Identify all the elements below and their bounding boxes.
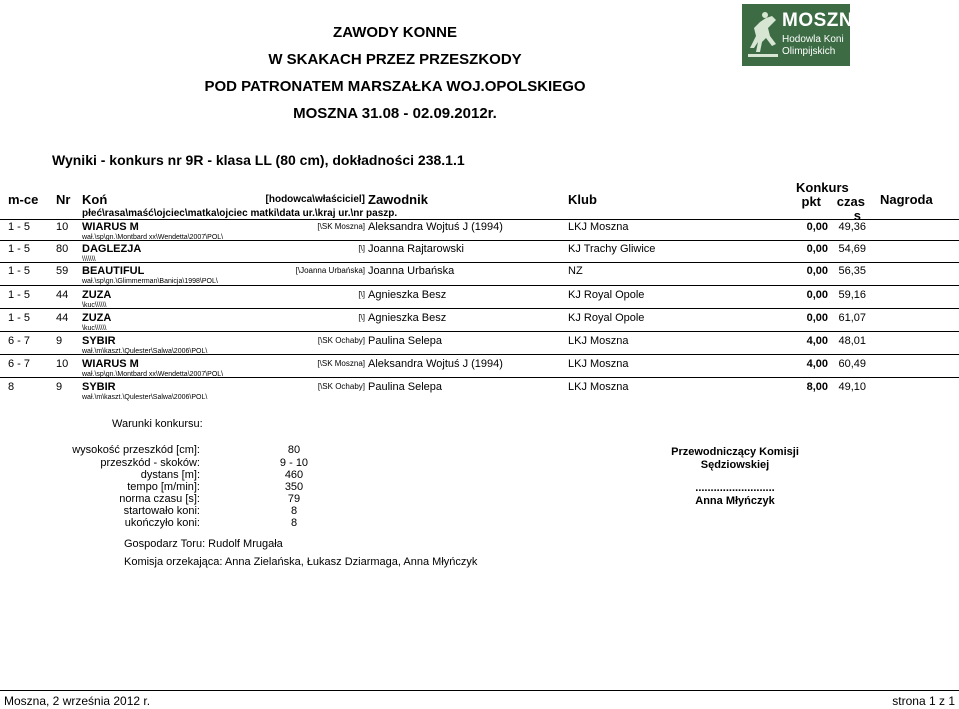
row-rider: Joanna Rajtarowski (368, 243, 464, 255)
col-competition: Konkurs (796, 180, 849, 195)
row-horse: WIARUS M (82, 358, 139, 370)
row-rider: Paulina Selepa (368, 381, 443, 393)
row-pkt: 4,00 (806, 358, 828, 370)
row-divider (0, 262, 959, 263)
row-pkt: 0,00 (806, 243, 828, 255)
row-owner: [\SK Ochaby] (317, 382, 365, 391)
row-place: 6 - 7 (8, 358, 31, 370)
row-nr: 44 (56, 312, 69, 324)
row-czas: 60,49 (838, 358, 866, 370)
horse-jumping-icon (746, 8, 780, 62)
condition-value: 79 (287, 493, 301, 505)
row-horse-detail: wał.\m\kaszt.\Qulester\Salwa\2006\POL\ (82, 394, 208, 401)
row-horse: ZUZA (82, 289, 112, 301)
col-horse-detail: płeć\rasa\maść\ojciec\matka\ojciec matki\data ur.\kraj ur.\nr paszp. (82, 208, 398, 219)
row-nr: 44 (56, 289, 69, 301)
row-place: 1 - 5 (8, 221, 31, 233)
condition-label: startowało koni: (123, 505, 200, 517)
condition-value: 8 (290, 505, 298, 517)
row-horse: BEAUTIFUL (82, 265, 145, 277)
judging-commission: Komisja orzekająca: Anna Zielańska, Łukasz Dziarmaga, Anna Młyńczyk (124, 556, 478, 568)
row-owner: [\] (358, 244, 365, 253)
row-divider (0, 377, 959, 378)
condition-label: ukończyło koni: (124, 517, 200, 529)
row-horse-detail: \\\\\\\ (82, 256, 96, 263)
row-club: KJ Royal Opole (568, 289, 645, 301)
row-pkt: 0,00 (806, 289, 828, 301)
row-pkt: 0,00 (806, 312, 828, 324)
conditions-title: Warunki konkursu: (112, 418, 203, 430)
row-czas: 54,69 (838, 243, 866, 255)
title-line-3: POD PATRONATEM MARSZAŁKA WOJ.OPOLSKIEGO (204, 78, 586, 95)
col-club: Klub (568, 192, 597, 207)
row-place: 1 - 5 (8, 243, 31, 255)
row-horse-detail: \kuc\\\\\\ (82, 325, 107, 332)
title-line-4: MOSZNA 31.08 - 02.09.2012r. (293, 105, 497, 122)
title-line-2: W SKAKACH PRZEZ PRZESZKODY (268, 51, 522, 68)
row-place: 8 (8, 381, 15, 393)
row-rider: Paulina Selepa (368, 335, 443, 347)
row-rider: Joanna Urbańska (368, 265, 455, 277)
condition-value: 8 (290, 517, 298, 529)
row-czas: 59,16 (838, 289, 866, 301)
row-divider (0, 240, 959, 241)
table-row (0, 381, 959, 404)
col-nr: Nr (56, 192, 71, 207)
logo-subtitle (782, 34, 844, 58)
row-rider: Agnieszka Besz (368, 312, 447, 324)
jury-title-line-1: Przewodniczący Komisji (671, 446, 799, 458)
row-pkt: 4,00 (806, 335, 828, 347)
row-owner: [\] (358, 290, 365, 299)
title-line-1: ZAWODY KONNE (333, 24, 457, 41)
row-divider (0, 308, 959, 309)
col-czas-unit: s (853, 208, 861, 223)
row-place: 6 - 7 (8, 335, 31, 347)
logo-subtitle-line-2: Olimpijskich (782, 46, 836, 57)
footer-divider (0, 690, 959, 691)
row-club: NZ (568, 265, 583, 277)
footer-page: strona 1 z 1 (892, 694, 955, 708)
condition-value: 80 (287, 444, 301, 456)
row-nr: 9 (56, 335, 63, 347)
row-czas: 49,36 (838, 221, 866, 233)
col-czas: czas (836, 194, 865, 209)
row-czas: 61,07 (838, 312, 866, 324)
row-owner: [\SK Moszna] (317, 359, 365, 368)
row-place: 1 - 5 (8, 265, 31, 277)
row-horse-detail: \kuc\\\\\\ (82, 302, 107, 309)
row-owner: [\Joanna Urbańska] (295, 266, 365, 275)
row-nr: 10 (56, 221, 69, 233)
row-horse: SYBIR (82, 335, 116, 347)
row-horse: SYBIR (82, 381, 116, 393)
row-pkt: 8,00 (806, 381, 828, 393)
row-club: LKJ Moszna (568, 221, 629, 233)
col-prize: Nagroda (880, 192, 933, 207)
row-horse-detail: wał.\sp\gn.\Glimmerman\Banicja\1998\POL\ (82, 278, 218, 285)
row-place: 1 - 5 (8, 289, 31, 301)
row-nr: 59 (56, 265, 69, 277)
row-horse: DAGLEZJA (82, 243, 142, 255)
course-designer: Gospodarz Toru: Rudolf Mrugała (124, 538, 283, 550)
row-divider (0, 285, 959, 286)
row-czas: 49,10 (838, 381, 866, 393)
condition-label: wysokość przeszkód [cm]: (72, 444, 200, 456)
col-horse: Koń (82, 192, 108, 207)
row-divider (0, 331, 959, 332)
row-owner: [\SK Ochaby] (317, 336, 365, 345)
condition-label: dystans [m]: (140, 469, 200, 481)
row-czas: 48,01 (838, 335, 866, 347)
row-club: LKJ Moszna (568, 381, 629, 393)
logo-subtitle-line-1: Hodowla Koni (782, 34, 844, 45)
row-czas: 56,35 (838, 265, 866, 277)
logo-brand: MOSZNA (782, 10, 868, 31)
col-owner: [hodowca\właściciel] (265, 194, 365, 205)
condition-label: tempo [m/min]: (127, 481, 200, 493)
row-nr: 80 (56, 243, 69, 255)
row-pkt: 0,00 (806, 221, 828, 233)
condition-label: przeszkód - skoków: (100, 457, 200, 469)
results-title: Wyniki - konkurs nr 9R - klasa LL (80 cm), dokładności 238.1.1 (52, 152, 465, 168)
col-rider: Zawodnik (368, 192, 428, 207)
row-club: KJ Trachy Gliwice (568, 243, 656, 255)
row-rider: Aleksandra Wojtuś J (1994) (368, 221, 503, 233)
header-divider (0, 219, 959, 220)
row-rider: Aleksandra Wojtuś J (1994) (368, 358, 503, 370)
row-pkt: 0,00 (806, 265, 828, 277)
jury-name: Anna Młyńczyk (695, 495, 775, 507)
moszna-logo (742, 4, 868, 66)
row-nr: 9 (56, 381, 63, 393)
jury-signature-dots: .......................... (695, 482, 775, 494)
col-pkt: pkt (801, 194, 821, 209)
row-place: 1 - 5 (8, 312, 31, 324)
footer-place-date: Moszna, 2 września 2012 r. (4, 694, 151, 708)
jury-title-line-2: Sędziowskiej (700, 459, 770, 471)
jury-block (640, 446, 830, 508)
row-horse: WIARUS M (82, 221, 139, 233)
row-club: LKJ Moszna (568, 335, 629, 347)
condition-label: norma czasu [s]: (119, 493, 200, 505)
condition-value: 460 (284, 469, 304, 481)
row-club: LKJ Moszna (568, 358, 629, 370)
row-owner: [\] (358, 313, 365, 322)
row-nr: 10 (56, 358, 69, 370)
row-rider: Agnieszka Besz (368, 289, 447, 301)
row-horse: ZUZA (82, 312, 112, 324)
row-divider (0, 354, 959, 355)
condition-value: 350 (284, 481, 304, 493)
col-place: m-ce (8, 192, 39, 207)
row-owner: [\SK Moszna] (317, 222, 365, 231)
row-club: KJ Royal Opole (568, 312, 645, 324)
row-horse-detail: wał.\sp\gn.\Montbard xx\Wendetta\2007\POL\ (82, 234, 224, 241)
row-horse-detail: wał.\m\kaszt.\Qulester\Salwa\2006\POL\ (82, 348, 208, 355)
condition-value: 9 - 10 (279, 457, 309, 469)
row-horse-detail: wał.\sp\gn.\Montbard xx\Wendetta\2007\POL\ (82, 371, 224, 378)
